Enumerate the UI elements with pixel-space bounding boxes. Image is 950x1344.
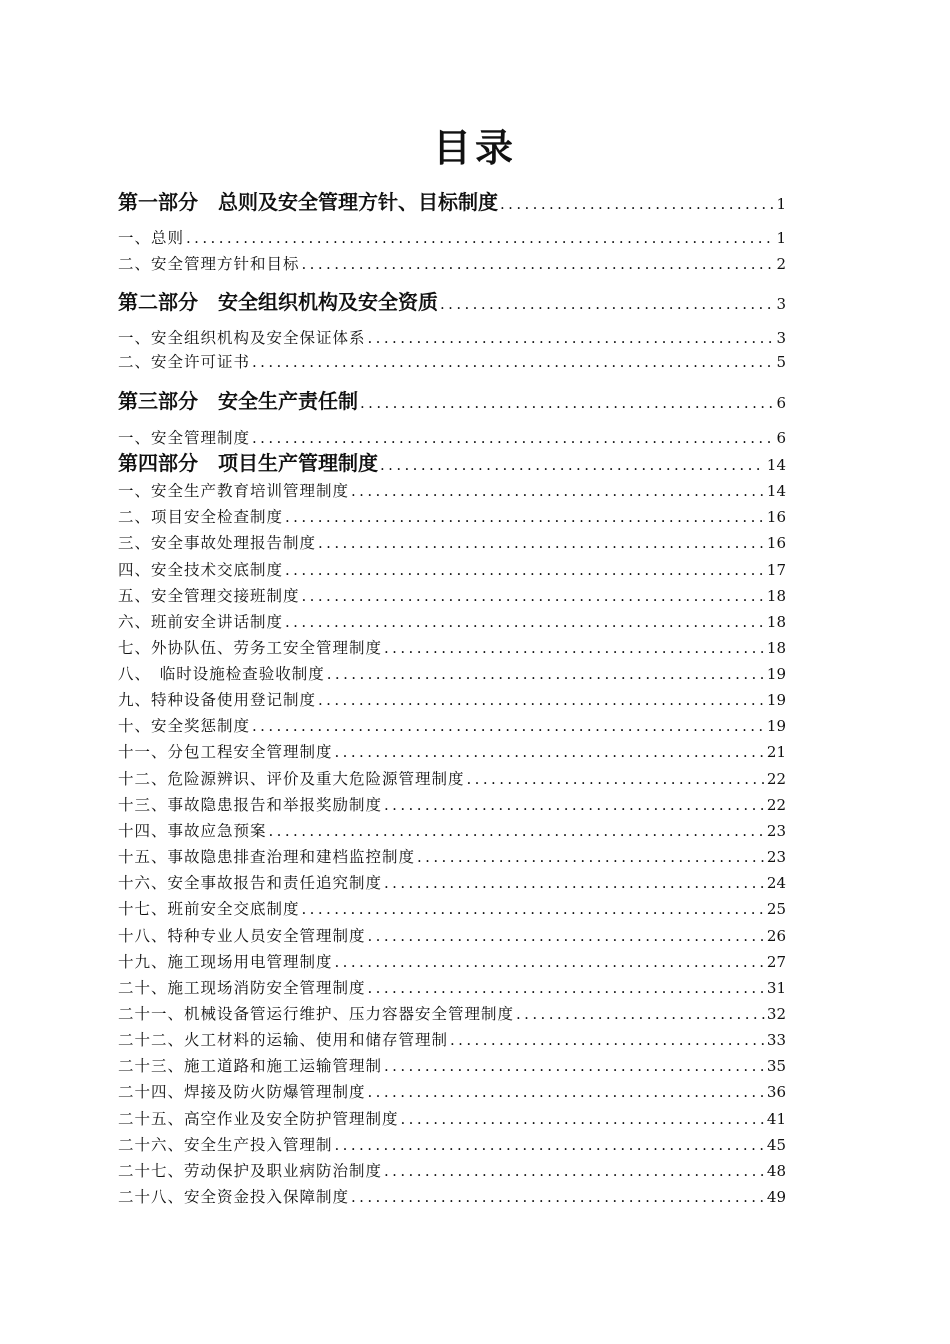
toc-entry-label: 六、班前安全讲话制度 xyxy=(118,613,284,631)
toc-entry[interactable] xyxy=(118,558,786,582)
toc-dot-leader xyxy=(335,740,765,764)
toc-page-number: 27 xyxy=(766,953,786,971)
toc-dot-leader xyxy=(368,326,775,350)
toc-entry[interactable] xyxy=(118,610,786,634)
toc-entry[interactable] xyxy=(118,636,786,660)
toc-page-number: 45 xyxy=(766,1136,786,1154)
toc-dot-leader xyxy=(269,819,765,843)
toc-dot-leader xyxy=(285,558,765,582)
toc-page-number: 32 xyxy=(766,1005,786,1023)
page-title: 目录 xyxy=(432,125,517,170)
toc-entry-label: 一、安全管理制度 xyxy=(118,429,251,447)
toc-page-number: 23 xyxy=(766,848,786,866)
toc-entry-label: 八、 临时设施检查验收制度 xyxy=(118,665,325,683)
toc-entry[interactable] xyxy=(118,1185,786,1209)
toc-dot-leader xyxy=(285,505,765,529)
toc-entry[interactable] xyxy=(118,1080,786,1104)
toc-entry[interactable] xyxy=(118,924,786,948)
toc-entry-label: 十九、施工现场用电管理制度 xyxy=(118,953,333,971)
toc-entry-label: 二十、施工现场消防安全管理制度 xyxy=(118,979,366,997)
toc-page-number: 48 xyxy=(766,1162,786,1180)
toc-dot-leader xyxy=(318,531,765,555)
toc-entry[interactable] xyxy=(118,845,786,869)
toc-dot-leader xyxy=(302,584,765,608)
toc-page-number: 33 xyxy=(766,1031,786,1049)
toc-entry[interactable] xyxy=(118,714,786,738)
toc-entry-label: 五、安全管理交接班制度 xyxy=(118,587,300,605)
toc-dot-leader xyxy=(401,1107,765,1131)
toc-entry[interactable] xyxy=(118,819,786,843)
toc-entry[interactable] xyxy=(118,1054,786,1078)
toc-entry[interactable] xyxy=(118,662,786,686)
toc-page-number: 17 xyxy=(766,561,786,579)
toc-dot-leader xyxy=(384,1054,765,1078)
toc-dot-leader xyxy=(368,924,765,948)
toc-entry-label: 九、特种设备使用登记制度 xyxy=(118,691,317,709)
toc-page-number: 23 xyxy=(766,822,786,840)
toc-entry[interactable] xyxy=(118,1028,786,1052)
toc-entry-label: 四、安全技术交底制度 xyxy=(118,561,284,579)
toc-dot-leader xyxy=(252,350,774,374)
toc-page-number: 41 xyxy=(766,1110,786,1128)
toc-entry-label: 一、总则 xyxy=(118,229,185,247)
toc-page-number: 31 xyxy=(766,979,786,997)
toc-entry-label: 十八、特种专业人员安全管理制度 xyxy=(118,927,366,945)
toc-entry-label: 十、安全奖惩制度 xyxy=(118,717,251,735)
toc-entry-label: 二十一、机械设备管运行维护、压力容器安全管理制度 xyxy=(118,1005,515,1023)
toc-entry[interactable] xyxy=(118,226,786,250)
toc-dot-leader xyxy=(252,426,774,450)
toc-dot-leader xyxy=(440,289,774,317)
toc-page-number: 14 xyxy=(766,482,786,500)
toc-dot-leader xyxy=(327,662,765,686)
toc-entry[interactable] xyxy=(118,740,786,764)
toc-entry-label: 第一部分 总则及安全管理方针、目标制度 xyxy=(118,190,498,214)
toc-dot-leader xyxy=(384,636,765,660)
toc-entry-label: 二十八、安全资金投入保障制度 xyxy=(118,1188,350,1206)
toc-dot-leader xyxy=(380,450,765,478)
toc-entry-label: 一、安全生产教育培训管理制度 xyxy=(118,482,350,500)
toc-entry-label: 十六、安全事故报告和责任追究制度 xyxy=(118,874,383,892)
toc-page-number: 18 xyxy=(766,587,786,605)
toc-page-number: 19 xyxy=(766,665,786,683)
toc-page-number: 22 xyxy=(766,796,786,814)
toc-entry-label: 十一、分包工程安全管理制度 xyxy=(118,743,333,761)
toc-page-number: 3 xyxy=(776,295,786,313)
toc-entry-label: 十七、班前安全交底制度 xyxy=(118,900,300,918)
toc-entry[interactable] xyxy=(118,584,786,608)
toc-entry[interactable] xyxy=(118,1002,786,1026)
toc-dot-leader xyxy=(335,1133,765,1157)
toc-entry-label: 二十二、火工材料的运输、使用和储存管理制 xyxy=(118,1031,449,1049)
toc-dot-leader xyxy=(360,388,774,416)
toc-entry-label: 十三、事故隐患报告和举报奖励制度 xyxy=(118,796,383,814)
toc-entry[interactable] xyxy=(118,531,786,555)
toc-page-number: 14 xyxy=(766,456,786,474)
toc-page-number: 49 xyxy=(766,1188,786,1206)
toc-page-number: 25 xyxy=(766,900,786,918)
toc-dot-leader xyxy=(467,767,765,791)
toc-entry[interactable] xyxy=(118,505,786,529)
toc-page-number: 24 xyxy=(766,874,786,892)
toc-page-number: 19 xyxy=(766,691,786,709)
toc-entry-label: 第二部分 安全组织机构及安全资质 xyxy=(118,290,438,314)
toc-entry[interactable] xyxy=(118,350,786,374)
toc-dot-leader xyxy=(302,252,775,276)
toc-dot-leader xyxy=(384,793,765,817)
toc-dot-leader xyxy=(252,714,765,738)
toc-page-number: 6 xyxy=(776,429,786,447)
toc-dot-leader xyxy=(450,1028,765,1052)
toc-entry[interactable] xyxy=(118,688,786,712)
toc-dot-leader xyxy=(417,845,765,869)
toc-page-number: 35 xyxy=(766,1057,786,1075)
toc-page-number: 26 xyxy=(766,927,786,945)
toc-page-number: 21 xyxy=(766,743,786,761)
toc-entry-label: 第四部分 项目生产管理制度 xyxy=(118,451,378,475)
toc-entry-label: 二、项目安全检查制度 xyxy=(118,508,284,526)
toc-part-heading[interactable] xyxy=(118,187,786,217)
toc-entry-label: 十二、危险源辨识、评价及重大危险源管理制度 xyxy=(118,770,465,788)
toc-entry[interactable] xyxy=(118,1107,786,1131)
toc-page-number: 6 xyxy=(776,394,786,412)
toc-page-number: 18 xyxy=(766,613,786,631)
toc-entry-label: 二十四、焊接及防火防爆管理制度 xyxy=(118,1083,366,1101)
toc-entry[interactable] xyxy=(118,479,786,503)
toc-page-number: 36 xyxy=(766,1083,786,1101)
toc-part-heading[interactable] xyxy=(118,287,786,317)
toc-entry-label: 二十七、劳动保护及职业病防治制度 xyxy=(118,1162,383,1180)
toc-dot-leader xyxy=(318,688,765,712)
toc-page-number: 16 xyxy=(766,508,786,526)
toc-dot-leader xyxy=(351,479,765,503)
toc-dot-leader xyxy=(368,976,765,1000)
toc-entry-label: 十五、事故隐患排查治理和建档监控制度 xyxy=(118,848,416,866)
toc-entry[interactable] xyxy=(118,1133,786,1157)
toc-entry[interactable] xyxy=(118,252,786,276)
toc-entry[interactable] xyxy=(118,793,786,817)
toc-page-number: 18 xyxy=(766,639,786,657)
toc-entry-label: 二、安全许可证书 xyxy=(118,353,251,371)
toc-entry[interactable] xyxy=(118,1159,786,1183)
toc-entry-label: 一、安全组织机构及安全保证体系 xyxy=(118,329,366,347)
toc-entry[interactable] xyxy=(118,326,786,350)
toc-entry[interactable] xyxy=(118,767,786,791)
toc-dot-leader xyxy=(186,226,774,250)
toc-entry-label: 七、外协队伍、劳务工安全管理制度 xyxy=(118,639,383,657)
toc-entry-label: 第三部分 安全生产责任制 xyxy=(118,389,358,413)
toc-page-number: 1 xyxy=(776,195,786,213)
toc-entry-label: 二、安全管理方针和目标 xyxy=(118,255,300,273)
toc-entry-label: 十四、事故应急预案 xyxy=(118,822,267,840)
toc-dot-leader xyxy=(351,1185,765,1209)
toc-entry[interactable] xyxy=(118,950,786,974)
toc-page-number: 16 xyxy=(766,534,786,552)
toc-page-number: 2 xyxy=(776,255,786,273)
toc-page-number: 3 xyxy=(776,329,786,347)
toc-entry-label: 二十五、高空作业及安全防护管理制度 xyxy=(118,1110,399,1128)
toc-dot-leader xyxy=(368,1080,765,1104)
toc-page-number: 5 xyxy=(776,353,786,371)
toc-dot-leader xyxy=(302,897,765,921)
toc-dot-leader xyxy=(516,1002,765,1026)
toc-part-heading[interactable] xyxy=(118,448,786,478)
toc-dot-leader xyxy=(384,1159,765,1183)
toc-dot-leader xyxy=(285,610,765,634)
toc-dot-leader xyxy=(384,871,765,895)
toc-entry[interactable] xyxy=(118,976,786,1000)
toc-entry-label: 二十六、安全生产投入管理制 xyxy=(118,1136,333,1154)
toc-entry-label: 二十三、施工道路和施工运输管理制 xyxy=(118,1057,383,1075)
toc-part-heading[interactable] xyxy=(118,386,786,416)
toc-entry[interactable] xyxy=(118,897,786,921)
toc-page-number: 1 xyxy=(776,229,786,247)
toc-page-number: 22 xyxy=(766,770,786,788)
toc-entry[interactable] xyxy=(118,871,786,895)
toc-entry-label: 三、安全事故处理报告制度 xyxy=(118,534,317,552)
toc-page-number: 19 xyxy=(766,717,786,735)
toc-entry[interactable] xyxy=(118,426,786,450)
toc-dot-leader xyxy=(335,950,765,974)
toc-dot-leader xyxy=(500,189,774,217)
